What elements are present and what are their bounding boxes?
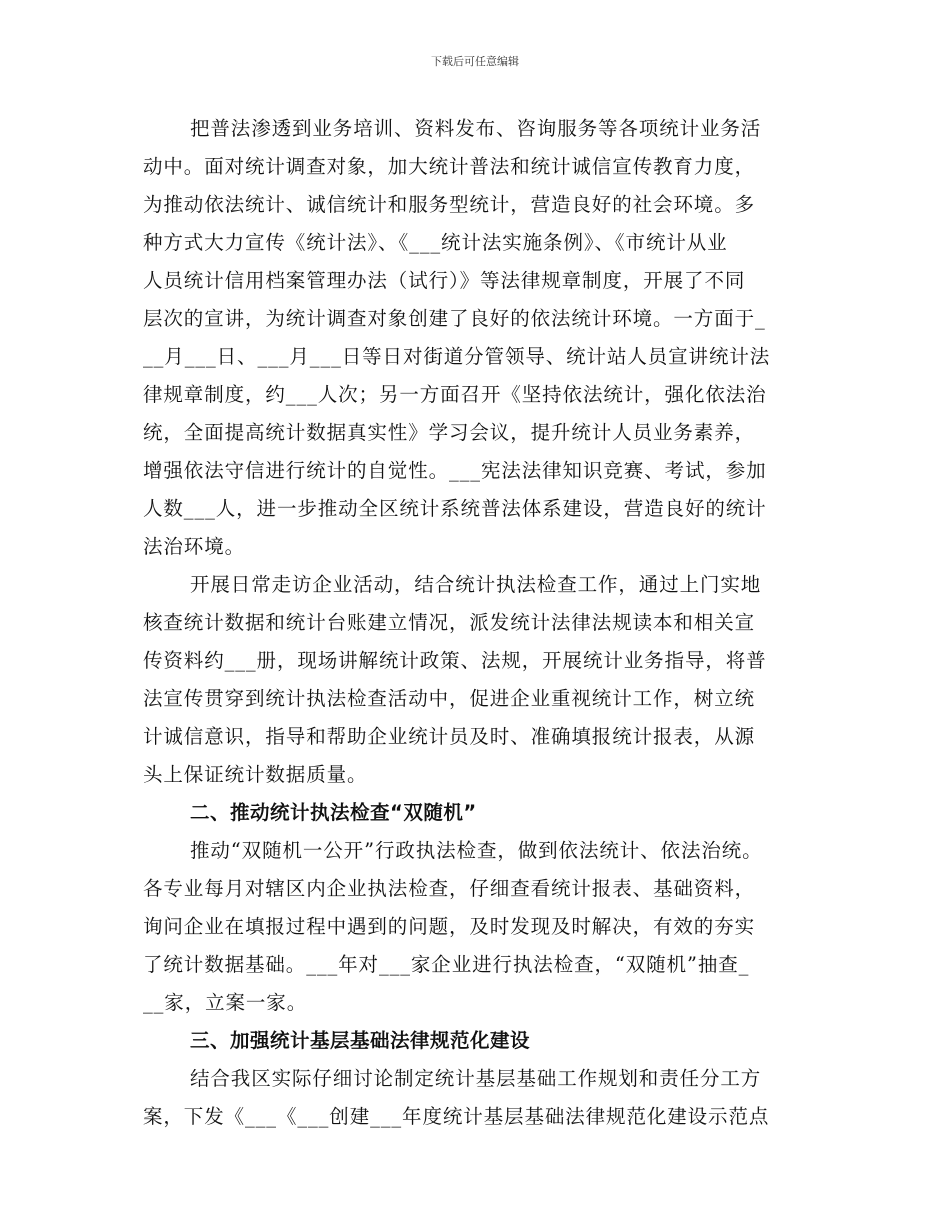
paragraph-line: 法治环境。	[143, 535, 246, 558]
section-heading: 二、推动统计执法检查“双随机”	[190, 801, 477, 824]
paragraph-line: 人数___人，进一步推动全区统计系统普法体系建设，营造良好的统计	[143, 497, 767, 520]
paragraph-line: 动中。面对统计调查对象，加大统计普法和统计诚信宣传教育力度，	[143, 155, 756, 178]
paragraph-line: 律规章制度，约___人次；另一方面召开《坚持依法统计，强化依法治	[143, 383, 767, 406]
paragraph-line: 结合我区实际仔细讨论制定统计基层基础工作规划和责任分工方	[190, 1067, 762, 1090]
paragraph-line: 传资料约___册，现场讲解统计政策、法规，开展统计业务指导，将普	[143, 649, 767, 672]
paragraph-line: __月___日、___月___日等日对街道分管领导、统计站人员宣讲统计法	[143, 345, 771, 368]
paragraph-line: 把普法渗透到业务培训、资料发布、咨询服务等各项统计业务活	[190, 117, 762, 140]
paragraph-line: __家，立案一家。	[143, 991, 308, 1014]
paragraph-line: 为推动依法统计、诚信统计和服务型统计，营造良好的社会环境。多	[143, 193, 756, 216]
section-heading: 三、加强统计基层基础法律规范化建设	[190, 1029, 531, 1052]
paragraph-line: 人员统计信用档案管理办法（试行）》等法律规章制度，开展了不同	[143, 269, 746, 292]
paragraph-line: 种方式大力宣传《统计法》、《___统计法实施条例》、《市统计从业	[143, 231, 728, 254]
paragraph-line: 统，全面提高统计数据真实性》学习会议，提升统计人员业务素养，	[143, 421, 756, 444]
paragraph-line: 询问企业在填报过程中遇到的问题，及时发现及时解决，有效的夯实	[143, 915, 756, 938]
page-header: 下载后可任意编辑	[431, 55, 519, 68]
paragraph-line: 开展日常走访企业活动，结合统计执法检查工作，通过上门实地	[190, 573, 762, 596]
paragraph-line: 案，下发《___《___创建___年度统计基层基础法律规范化建设示范点	[143, 1105, 770, 1128]
paragraph-line: 了统计数据基础。___年对___家企业进行执法检查，“双随机”抽查_	[143, 953, 750, 976]
paragraph-line: 增强依法守信进行统计的自觉性。___宪法法律知识竞赛、考试，参加	[143, 459, 767, 482]
paragraph-line: 法宣传贯穿到统计执法检查活动中，促进企业重视统计工作，树立统	[143, 687, 756, 710]
paragraph-line: 推动“双随机一公开”行政执法检查，做到依法统计、依法治统。	[190, 839, 763, 862]
paragraph-line: 各专业每月对辖区内企业执法检查，仔细查看统计报表、基础资料，	[143, 877, 756, 900]
paragraph-line: 头上保证统计数据质量。	[143, 763, 368, 786]
paragraph-line: 层次的宣讲，为统计调查对象创建了良好的依法统计环境。一方面于_	[143, 307, 766, 330]
paragraph-line: 计诚信意识，指导和帮助企业统计员及时、准确填报统计报表，从源	[143, 725, 756, 748]
paragraph-line: 核查统计数据和统计台账建立情况，派发统计法律法规读本和相关宣	[143, 611, 756, 634]
